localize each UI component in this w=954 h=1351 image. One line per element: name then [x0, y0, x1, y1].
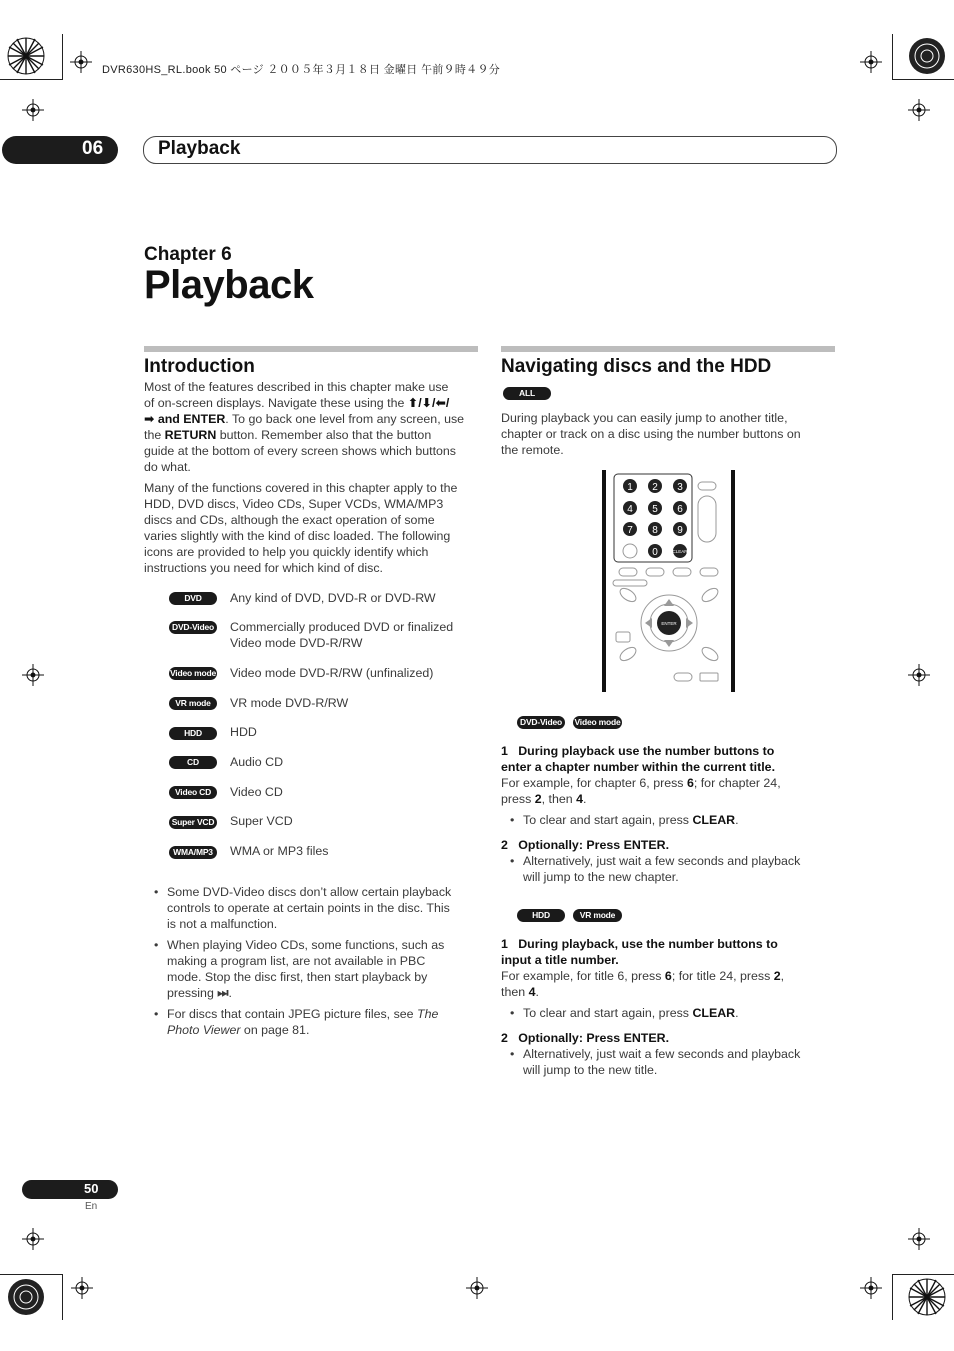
cd-badge-icon: CD	[169, 756, 217, 769]
note-item: • For discs that contain JPEG picture files, see The Photo Viewer on page 81.	[154, 1007, 439, 1037]
all-badge-icon: ALL	[503, 387, 551, 400]
icon-legend-label: Video mode DVD-R/RW (unfinalized)	[230, 666, 434, 680]
dvd-badge-icon: DVD	[169, 592, 217, 605]
step-2-heading: 2 Optionally: Press ENTER.	[501, 838, 670, 852]
skip-forward-icon: ⏭	[217, 986, 229, 1000]
registration-crosshair-icon	[860, 1277, 882, 1299]
icon-legend-label: Super VCD	[230, 814, 293, 828]
step-1-tip: • To clear and start again, press CLEAR.	[510, 1006, 739, 1020]
introduction-heading: Introduction	[144, 356, 255, 377]
navigating-heading: Navigating discs and the HDD	[501, 356, 772, 377]
page-language: En	[85, 1201, 98, 1212]
dvd-video-badge-icon: DVD-Video	[517, 716, 565, 729]
dvd-video-badge-icon: DVD-Video	[169, 621, 217, 634]
registration-crosshair-icon	[22, 1228, 44, 1250]
step-1-body: For example, for chapter 6, press 6; for chapter 24, press 2, then 4.	[501, 776, 781, 806]
key-6: 6	[677, 504, 683, 515]
registration-crosshair-icon	[70, 51, 92, 73]
icon-legend-label: Audio CD	[230, 755, 284, 769]
vr-mode-badge-icon: VR mode	[573, 909, 622, 922]
step-1-heading: 1 During playback, use the number buttons to input a title number.	[501, 937, 778, 967]
key-0: 0	[652, 547, 658, 558]
key-7: 7	[627, 525, 633, 536]
navigating-intro: During playback you can easily jump to another title, chapter or track on a disc using the number buttons on the remote.	[501, 411, 801, 457]
enter-key-label: ENTER	[661, 621, 677, 626]
step-2-tip: • Alternatively, just wait a few seconds and playback will jump to the new title.	[510, 1047, 801, 1077]
chapter-label: Chapter 6	[144, 244, 232, 265]
video-cd-badge-icon: Video CD	[169, 786, 217, 799]
registration-sunburst-icon	[907, 36, 947, 76]
step-1-body: For example, for title 6, press 6; for title 24, press 2, then 4.	[501, 969, 785, 999]
registration-crosshair-icon	[908, 99, 930, 121]
note-item: • Some DVD-Video discs don’t allow certain playback controls to operate at certain points in the disc. This is not a malfunction.	[154, 885, 452, 931]
remote-control-illustration	[602, 470, 736, 692]
icon-legend-label: HDD	[230, 725, 257, 739]
note-item: • When playing Video CDs, some functions, such as making a program list, are not available in PBC mode. Stop the disc first, then start playback by pressing ⏭.	[154, 938, 445, 1000]
video-mode-badge-icon: Video mode	[169, 668, 217, 678]
video-mode-badge-icon: Video mode	[574, 717, 621, 727]
step-1-heading: 1 During playback use the number buttons to enter a chapter number within the current title.	[501, 744, 776, 774]
registration-crosshair-icon	[22, 99, 44, 121]
registration-crosshair-icon	[860, 51, 882, 73]
icon-legend-label: Commercially produced DVD or finalized Video mode DVD-R/RW	[230, 620, 454, 650]
key-8: 8	[652, 525, 658, 536]
key-clear: CLEAR	[672, 549, 688, 554]
super-vcd-badge-icon: Super VCD	[169, 816, 217, 829]
page-number-tab	[22, 1180, 118, 1199]
icon-legend-label: VR mode DVD-R/RW	[230, 696, 349, 710]
running-title: Playback	[158, 138, 241, 159]
registration-crosshair-icon	[22, 664, 44, 686]
hdd-badge-icon: HDD	[169, 727, 217, 740]
step-2-heading: 2 Optionally: Press ENTER.	[501, 1031, 670, 1045]
key-3: 3	[677, 482, 683, 493]
page-number: 50	[84, 1181, 99, 1196]
running-title-bar	[143, 136, 837, 164]
icon-legend-label: Video CD	[230, 785, 283, 799]
introduction-paragraph-1: Most of the features described in this chapter make use of on-screen displays. Navigate these using the ⬆/⬇/⬅/ ➡ and ENTER. To go back one level from any screen, use the RETURN button. Remember also that the button guide at the bottom of every screen shows which buttons do what.	[144, 380, 465, 474]
registration-crosshair-icon	[908, 664, 930, 686]
icon-legend-label: WMA or MP3 files	[230, 844, 329, 858]
print-header: DVR630HS_RL.book 50 ページ ２００５年３月１８日 金曜日 午前９時４９分	[102, 64, 501, 76]
key-9: 9	[677, 525, 683, 536]
registration-sunburst-icon	[907, 1277, 947, 1317]
key-5: 5	[652, 504, 658, 515]
key-2: 2	[652, 482, 658, 493]
introduction-paragraph-2: Many of the functions covered in this chapter apply to the HDD, DVD discs, Video CDs, Super VCDs, WMA/MP3 discs and CDs, although the exact operation of some varies slightly with the kind of disc loaded. The following icons are provided to help you quickly identify which instructions you need for which kind of disc.	[144, 481, 458, 575]
registration-crosshair-icon	[908, 1228, 930, 1250]
key-4: 4	[627, 504, 633, 515]
hdd-badge-icon: HDD	[517, 909, 565, 922]
registration-crosshair-icon	[71, 1277, 93, 1299]
registration-sunburst-icon	[6, 1277, 46, 1317]
section-rule	[144, 346, 478, 352]
vr-mode-badge-icon: VR mode	[169, 697, 217, 710]
chapter-title: Playback	[144, 263, 314, 307]
section-rule	[501, 346, 835, 352]
step-2-tip: • Alternatively, just wait a few seconds and playback will jump to the new chapter.	[510, 854, 801, 884]
wma-mp3-badge-icon: WMA/MP3	[169, 846, 217, 859]
icon-legend-label: Any kind of DVD, DVD-R or DVD-RW	[230, 591, 436, 605]
chapter-tab-number: 06	[82, 138, 104, 159]
key-1: 1	[627, 482, 633, 493]
step-1-tip: • To clear and start again, press CLEAR.	[510, 813, 739, 827]
registration-sunburst-icon	[6, 36, 46, 76]
registration-crosshair-icon	[466, 1277, 488, 1299]
